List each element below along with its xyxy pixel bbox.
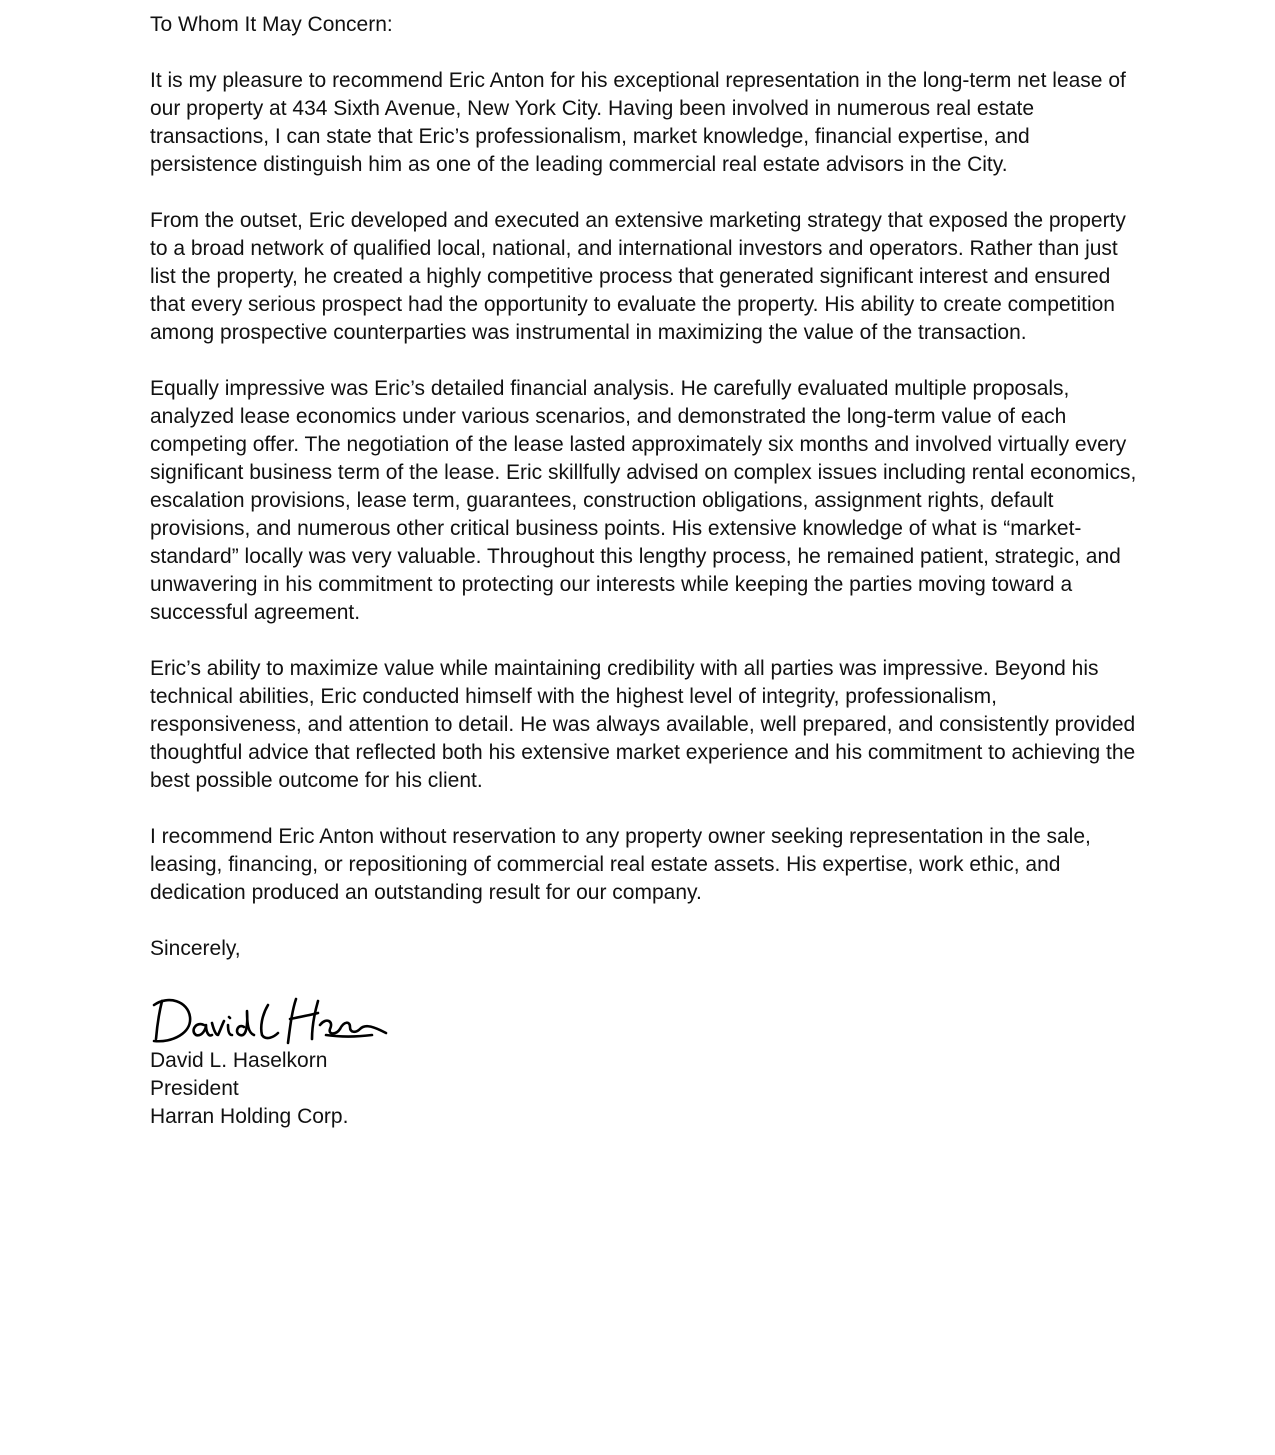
signer-name: David L. Haselkorn xyxy=(150,1049,328,1072)
letter-body xyxy=(150,11,1140,1131)
signer-company: Harran Holding Corp. xyxy=(150,1105,349,1128)
paragraph-4: Eric’s ability to maximize value while maintaining credibility with all parties was impressive. Beyond his technical abilities, Eric conducted himself with the highest level of integrity, professionalism, responsiveness, and attention to detail. He was always available, well prepared, and consistently provided thoughtful advice that reflected both his extensive market experience and his commitment to achieving the best possible outcome for his client. xyxy=(150,657,1136,792)
closing: Sincerely, xyxy=(150,937,241,960)
paragraph-1: It is my pleasure to recommend Eric Anton for his exceptional representation in the long-term net lease of our property at 434 Sixth Avenue, New York City. Having been involved in numerous real estate transactions, I can state that Eric’s professionalism, market knowledge, financial expertise, and persistence distinguish him as one of the leading commercial real estate advisors in the City. xyxy=(150,69,1126,176)
paragraph-5: I recommend Eric Anton without reservation to any property owner seeking representation in the sale, leasing, financing, or repositioning of commercial real estate assets. His expertise, work ethic, and dedication produced an outstanding result for our company. xyxy=(150,825,1091,904)
handwritten-signature xyxy=(150,991,390,1047)
signer-title: President xyxy=(150,1077,239,1100)
paragraph-3: Equally impressive was Eric’s detailed financial analysis. He carefully evaluated multiple proposals, analyzed lease economics under various scenarios, and demonstrated the long-term value of each competing offer. The negotiation of the lease lasted approximately six months and involved virtually every significant business term of the lease. Eric skillfully advised on complex issues including rental economics, escalation provisions, lease term, guarantees, construction obligations, assignment rights, default provisions, and numerous other critical business points. His extensive knowledge of what is “market-standard” locally was very valuable. Throughout this lengthy process, he remained patient, strategic, and unwavering in his commitment to protecting our interests while keeping the parties moving toward a successful agreement. xyxy=(150,377,1137,624)
paragraph-2: From the outset, Eric developed and executed an extensive marketing strategy that exposed the property to a broad network of qualified local, national, and international investors and operators. Rather than just list the property, he created a highly competitive process that generated significant interest and ensured that every serious prospect had the opportunity to evaluate the property. His ability to create competition among prospective counterparties was instrumental in maximizing the value of the transaction. xyxy=(150,209,1126,344)
salutation: To Whom It May Concern: xyxy=(150,13,393,36)
